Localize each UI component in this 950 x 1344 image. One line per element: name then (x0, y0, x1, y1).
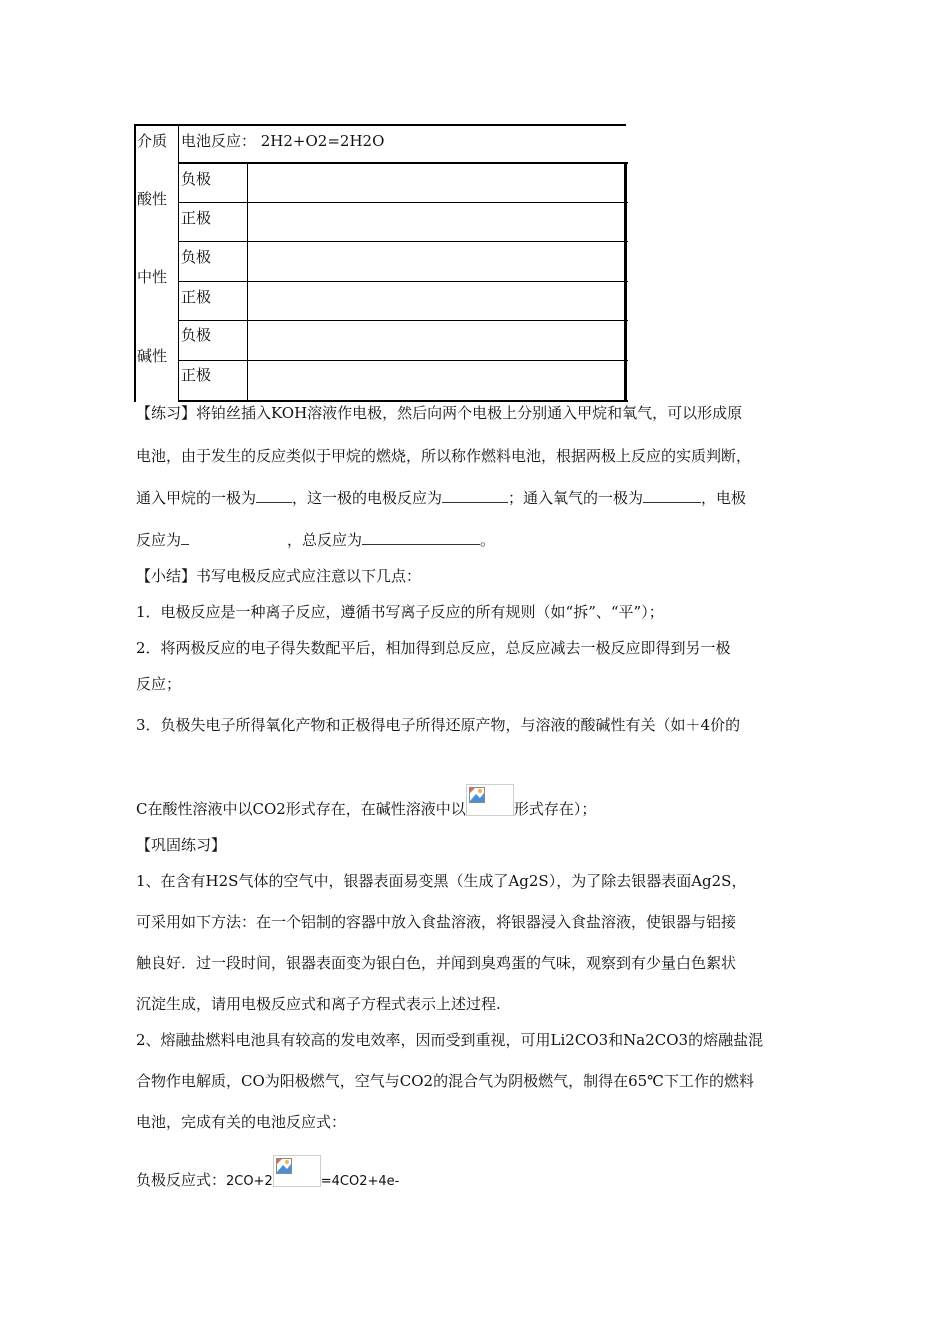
question-1-line-2: 可采用如下方法：在一个铝制的容器中放入食盐溶液，将银器浸入食盐溶液，使银器与铝接 (136, 913, 737, 931)
question-1-line-1: 1、在含有H2S气体的空气中，银器表面易变黑（生成了Ag2S），为了除去银器表面Ag2S， (136, 872, 747, 890)
acid-negative-label: 负极 (181, 170, 212, 188)
broken-image-icon (466, 784, 514, 816)
summary-item-3-line-1: 3．负极失电子所得氧化产物和正极得电子所得还原产物，与溶液的酸碱性有关（如＋4价的 (136, 716, 741, 734)
neutral-negative-label: 负极 (181, 248, 212, 266)
summary-item-2-line-2: 反应； (136, 675, 182, 693)
practice-line-3: 通入甲烷的一极为 ，这一极的电极反应为 ；通入氧气的一极为 ，电极 (136, 489, 747, 507)
consolidate-title: 【巩固练习】 (136, 836, 227, 854)
question-2-line-1: 2、熔融盐燃料电池具有较高的发电效率，因而受到重视，可用Li2CO3和Na2CO3的熔融盐混 (136, 1031, 764, 1049)
question-2-line-3: 电池，完成有关的电池反应式： (136, 1113, 347, 1131)
alkaline-positive-label: 正极 (181, 366, 212, 384)
question-1-line-3: 触良好．过一段时间，银器表面变为银白色，并闻到臭鸡蛋的气味，观察到有少量白色絮状 (136, 954, 737, 972)
acid-positive-label: 正极 (181, 209, 212, 227)
answer-blank-oxygen-pole[interactable] (643, 488, 701, 503)
practice-line-2: 电池，由于发生的反应类似于甲烷的燃烧，所以称作燃料电池，根据两极上反应的实质判断， (136, 447, 752, 465)
neutral-positive-label: 正极 (181, 288, 212, 306)
broken-image-icon (273, 1155, 321, 1187)
summary-item-2-line-1: 2．将两极反应的电子得失数配平后，相加得到总反应，总反应减去一极反应即得到另一极 (136, 639, 731, 657)
summary-item-3-line-2: C在酸性溶液中以CO2形式存在，在碱性溶液中以 形式存在）； (136, 784, 596, 819)
medium-acid: 酸性 (137, 190, 168, 208)
summary-title: 【小结】书写电极反应式应注意以下几点： (136, 567, 422, 585)
practice-line-4: 反应为 ，总反应为 。 (136, 531, 496, 549)
answer-blank-total-reaction[interactable] (362, 530, 480, 545)
header-reaction: 电池反应： 2H2+O2=2H2O (181, 132, 385, 150)
summary-item-1: 1．电极反应是一种离子反应，遵循书写离子反应的所有规则（如“拆”、“平”）； (136, 603, 664, 621)
question-2-line-2: 合物作电解质，CO为阳极燃气，空气与CO2的混合气为阴极燃气，制得在65℃下工作的燃料 (136, 1072, 754, 1090)
practice-line-1: 【练习】将铂丝插入KOH溶液作电极，然后向两个电极上分别通入甲烷和氧气，可以形成原 (136, 404, 743, 422)
negative-reaction-line: 负极反应式：2CO+2 =4CO2+4e- (136, 1155, 399, 1192)
battery-reaction-table (134, 124, 626, 402)
alkaline-negative-label: 负极 (181, 326, 212, 344)
answer-blank-cathode[interactable] (256, 488, 292, 503)
medium-alkaline: 碱性 (137, 347, 168, 365)
question-1-line-4: 沉淀生成，请用电极反应式和离子方程式表示上述过程. (136, 995, 501, 1013)
medium-neutral: 中性 (137, 268, 168, 286)
header-medium: 介质 (137, 132, 168, 150)
answer-blank-oxygen-reaction[interactable] (181, 530, 189, 545)
answer-blank-methane-reaction[interactable] (442, 488, 508, 503)
